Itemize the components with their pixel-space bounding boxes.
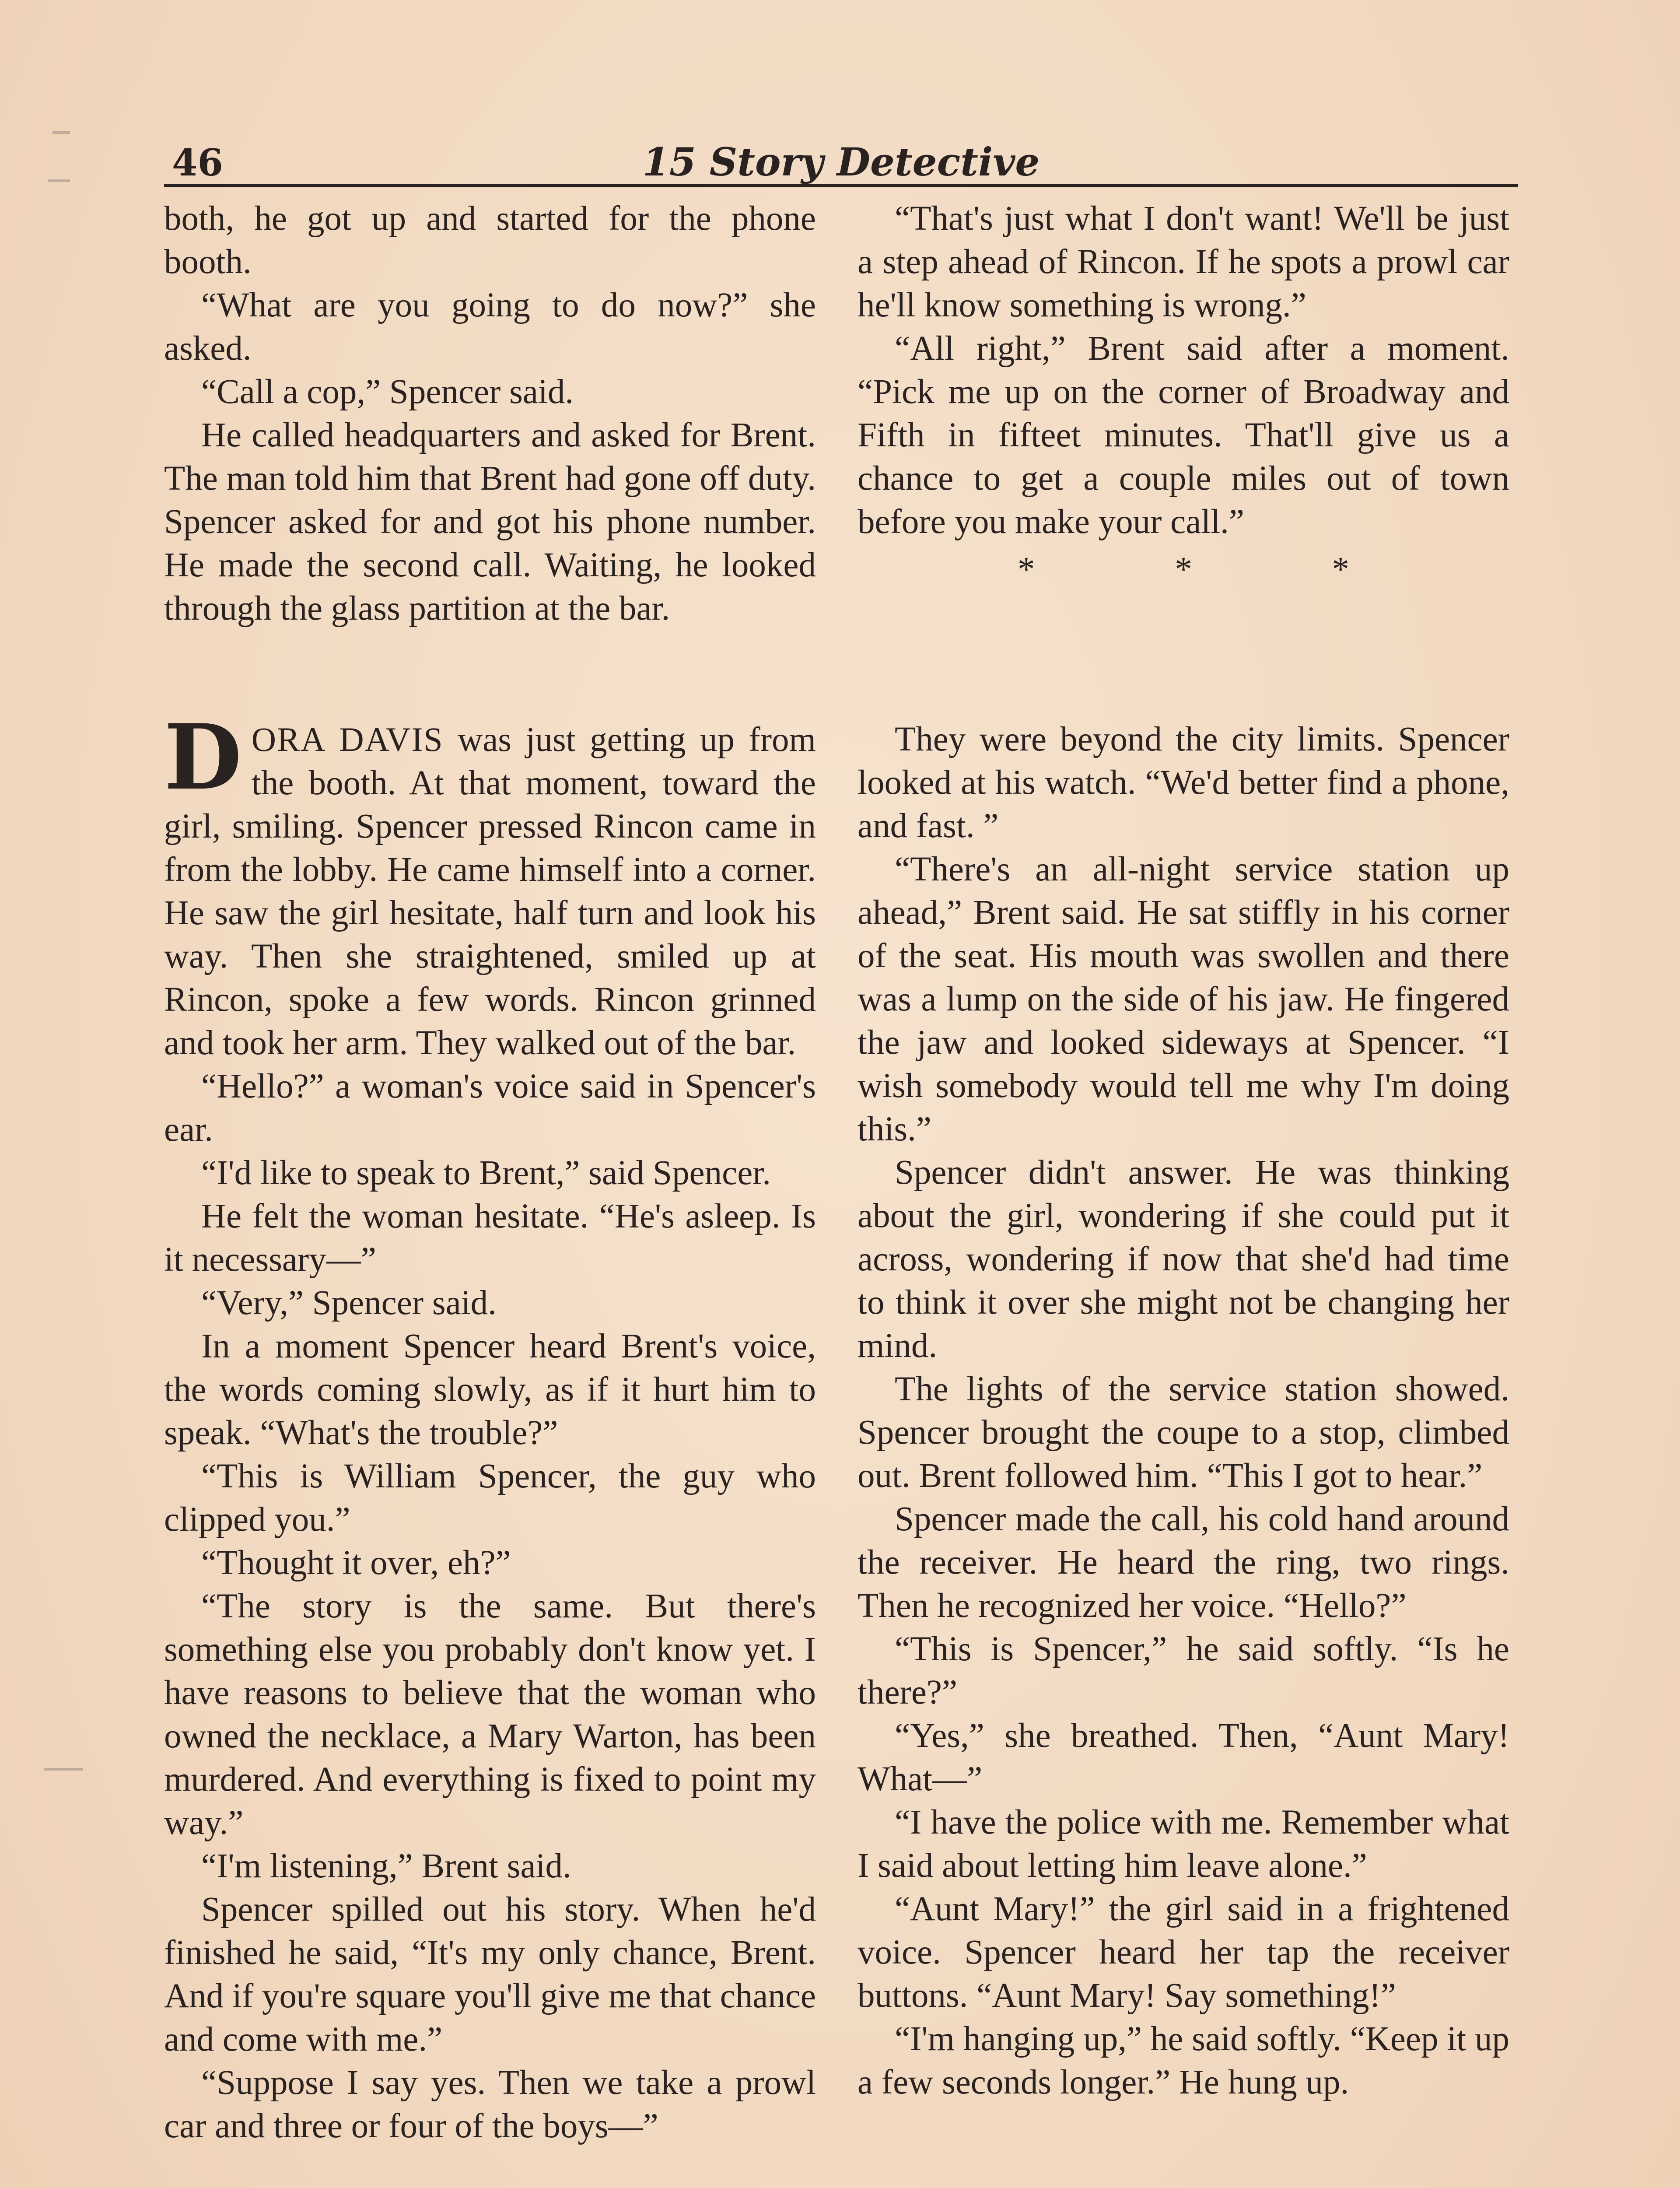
edge-mark [48,179,70,182]
paragraph: “The story is the same. But there's something else you probably don't know yet. I have reasons to believe that the woman who owned the necklace, a Mary Warton, has been murdered. And everything is fixed to point my way.” [164,1587,816,1842]
paragraph: “I'm hanging up,” he said softly. “Keep it up a few seconds longer.” He hung up. [858,2020,1509,2101]
paragraph: “I'd like to speak to Brent,” said Spencer. [201,1154,771,1192]
paragraph: “I'm listening,” Brent said. [201,1847,571,1885]
paragraph: The lights of the service station showed. Spencer brought the coupe to a stop, climbed out. Brent followed him. “This I got to hear.” [858,1370,1509,1495]
paragraph: “Hello?” a woman's voice said in Spencer's ear. [164,1067,816,1149]
paragraph: “Aunt Mary!” the girl said in a frightened voice. Spencer heard her tap the receiver buttons. “Aunt Mary! Say something!” [858,1890,1509,2015]
paragraph: “That's just what I don't want! We'll be just a step ahead of Rincon. If he spots a prowl car he'll know something is wrong.” [858,200,1509,324]
page-number: 46 [172,141,223,184]
paragraph: Spencer spilled out his story. When he'd finished he said, “It's my only chance, Brent. And if you're square you'll give me that chance and come with me.” [164,1890,816,2058]
drop-cap: D [164,705,242,810]
left-column-body [164,705,816,2148]
paragraph: “Call a cop,” Spencer said. [201,373,574,411]
drop-cap-lead: ORA DAVIS [251,720,444,758]
left-column-top [164,197,816,630]
right-column-body [858,718,1509,2104]
paragraph: They were beyond the city limits. Spencer looked at his watch. “We'd better find a phone, and fast. ” [858,720,1509,845]
paragraph: both, he got up and started for the phone booth. [164,200,816,281]
right-column-top [858,197,1509,591]
edge-mark [44,1768,83,1771]
page-header [164,131,1518,187]
edge-mark [52,131,70,134]
paragraph: He called headquarters and asked for Brent. The man told him that Brent had gone off duty. Spencer asked for and got his phone number. He made the second call. Waiting, he looked through the glass partition at the bar. [164,416,816,628]
paragraph: Spencer didn't answer. He was thinking about the girl, wondering if she could put it across, wondering if now that she'd had time to think it over she might not be changing her mind. [858,1154,1509,1365]
section-separator: * * * [1018,551,1415,589]
drop-cap-rest: was just getting up from the booth. At that moment, toward the girl, smiling. Spencer pressed Rincon came in from the lobby. He came himself into a corner. He saw the girl hesitate, half turn and look his way. Then she straightened, smiled up at Rincon, spoke a few words. Rincon grinned and took her arm. They walked out of the bar. [164,721,816,1062]
paragraph: “This is Spencer,” he said softly. “Is he there?” [858,1630,1509,1711]
paragraph: In a moment Spencer heard Brent's voice, the words coming slowly, as if it hurt him to speak. “What's the trouble?” [164,1327,816,1452]
paragraph: “Yes,” she breathed. Then, “Aunt Mary! What—” [858,1717,1509,1798]
drop-cap-paragraph [164,705,816,1065]
paragraph: “Very,” Spencer said. [201,1284,497,1322]
paragraph: “What are you going to do now?” she asked. [164,286,816,368]
paragraph: “There's an all-night service station up ahead,” Brent said. He sat stiffly in his corner of the seat. His mouth was swollen and there was a lump on the side of his jaw. He fingered the jaw and looked sideways at Spencer. “I wish somebody would tell me why I'm doing this.” [858,850,1509,1148]
magazine-title: 15 Story Detective [642,139,1040,185]
paragraph: “All right,” Brent said after a moment. “Pick me up on the corner of Broadway and Fifth in fifteet minutes. That'll give us a chance to get a couple miles out of town before you make your call.” [858,330,1509,541]
paragraph: “Thought it over, eh?” [201,1544,511,1582]
paragraph: “I have the police with me. Remember what I said about letting him leave alone.” [858,1803,1509,1885]
paragraph: “This is William Spencer, the guy who clipped you.” [164,1457,816,1539]
paragraph: “Suppose I say yes. Then we take a prowl car and three or four of the boys—” [164,2064,816,2145]
paragraph: He felt the woman hesitate. “He's asleep. Is it necessary—” [164,1197,816,1279]
paragraph: Spencer made the call, his cold hand around the receiver. He heard the ring, two rings. Then he recognized her voice. “Hello?” [858,1500,1509,1625]
